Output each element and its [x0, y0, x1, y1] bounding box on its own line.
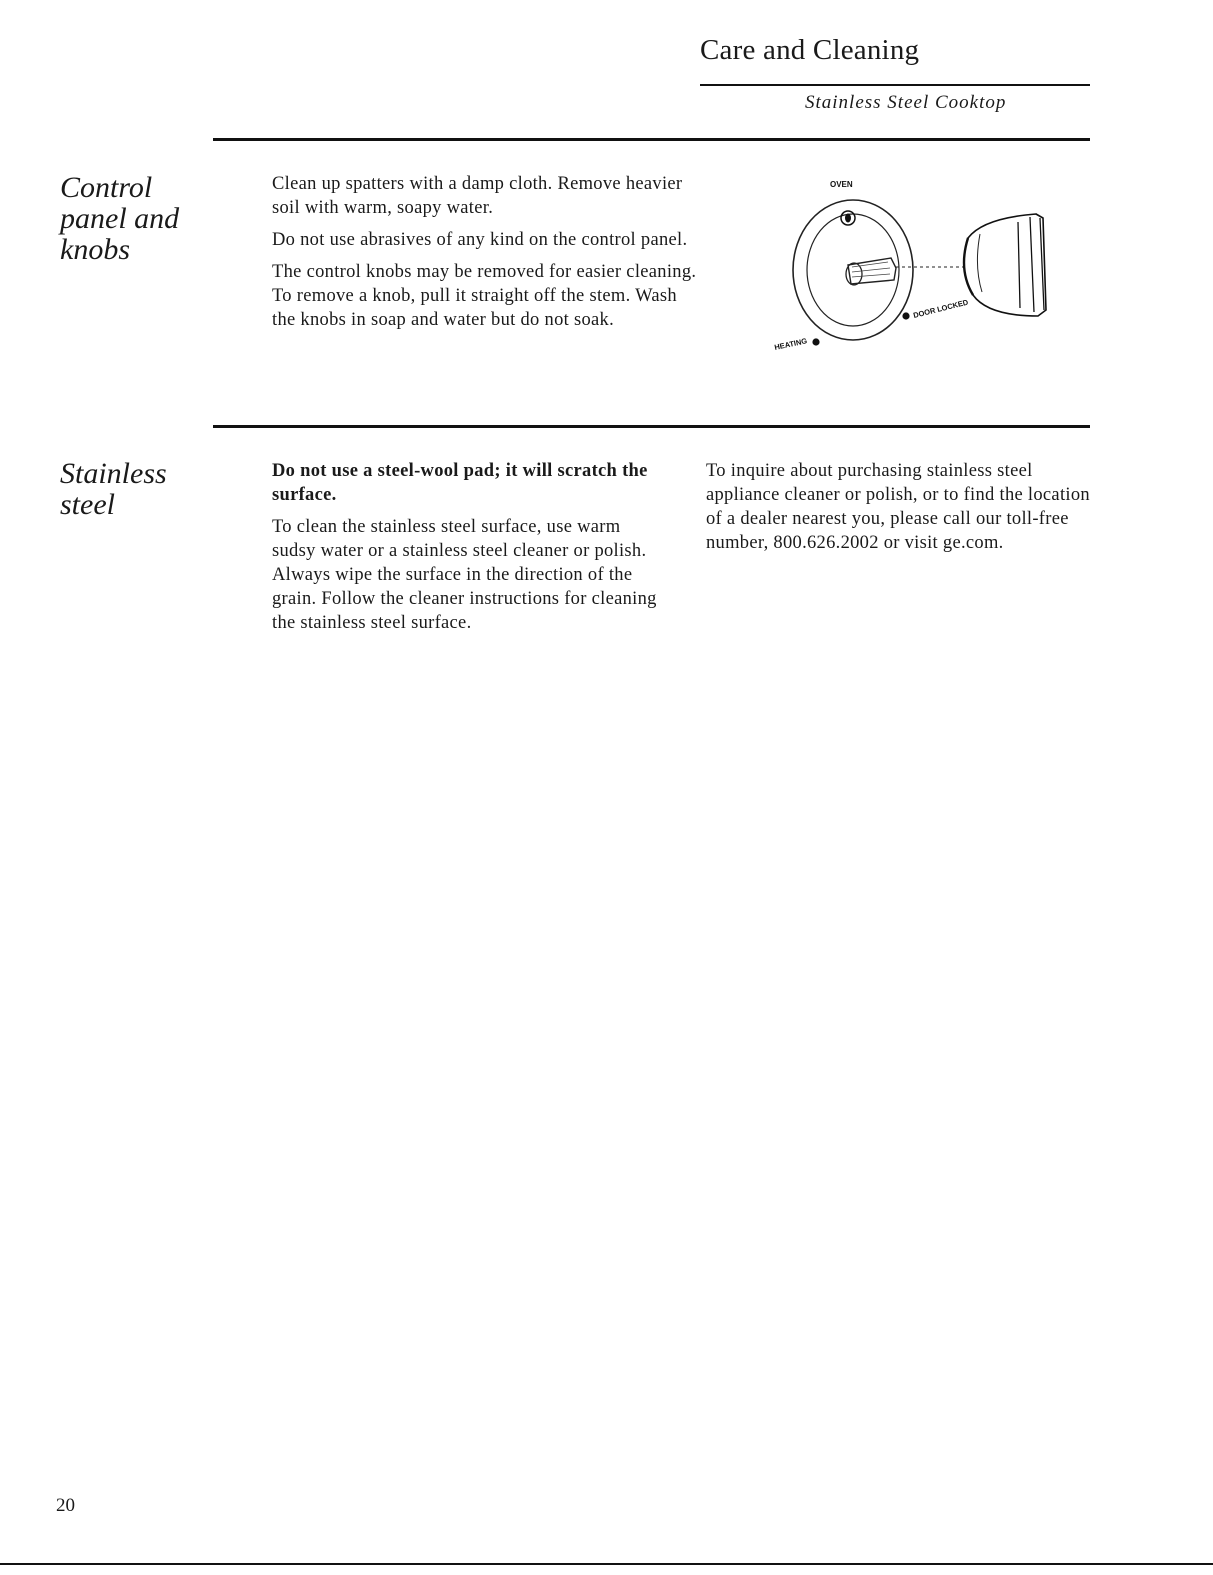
heading-line: Stainless	[60, 457, 167, 490]
page-bottom-rule	[0, 1563, 1213, 1565]
page-title: Care and Cleaning	[700, 34, 920, 66]
paragraph: To clean the stainless steel surface, use warm sudsy water or a stainless steel cleaner or polish. Always wipe the surface in the direction of the grain. Follow the cleaner instructions for cleaning the stainless steel surface.	[272, 517, 657, 633]
paragraph: Clean up spatters with a damp cloth. Remove heavier soil with warm, soapy water.	[272, 174, 683, 218]
knob-stem	[848, 258, 896, 284]
header-rule	[700, 84, 1090, 86]
section-rule	[213, 425, 1090, 428]
heating-label: HEATING	[773, 336, 808, 352]
stainless-steel-text	[272, 459, 667, 643]
section-heading-control-panel	[60, 172, 179, 265]
section-subtitle: Stainless Steel Cooktop	[805, 92, 1007, 113]
page-number: 20	[56, 1495, 75, 1516]
paragraph: The control knobs may be removed for easier cleaning. To remove a knob, pull it straight off the stem. Wash the knobs in soap and water but do not soak.	[272, 262, 697, 330]
oven-label: OVEN	[830, 180, 853, 189]
heading-line: steel	[60, 488, 115, 521]
control-knob-illustration	[768, 170, 1068, 375]
section-heading-stainless-steel	[60, 458, 167, 520]
paragraph: To inquire about purchasing stainless steel appliance cleaner or polish, or to find the location of a dealer nearest you, please call our toll-free number, 800.626.2002 or visit ge.com.	[706, 461, 1090, 553]
heading-line: knobs	[60, 233, 130, 266]
door-locked-indicator-icon	[902, 312, 909, 319]
steel-wool-warning: Do not use a steel-wool pad; it will scratch the surface.	[272, 461, 648, 505]
heating-indicator-icon	[812, 338, 819, 345]
heading-line: Control	[60, 171, 153, 204]
paragraph: Do not use abrasives of any kind on the control panel.	[272, 230, 688, 250]
control-panel-text	[272, 172, 697, 340]
heading-line: panel and	[60, 202, 180, 235]
door-locked-label: DOOR LOCKED	[912, 297, 970, 320]
section-rule	[213, 138, 1090, 141]
oven-indicator-dot	[845, 214, 851, 223]
purchase-info-text	[706, 459, 1090, 563]
